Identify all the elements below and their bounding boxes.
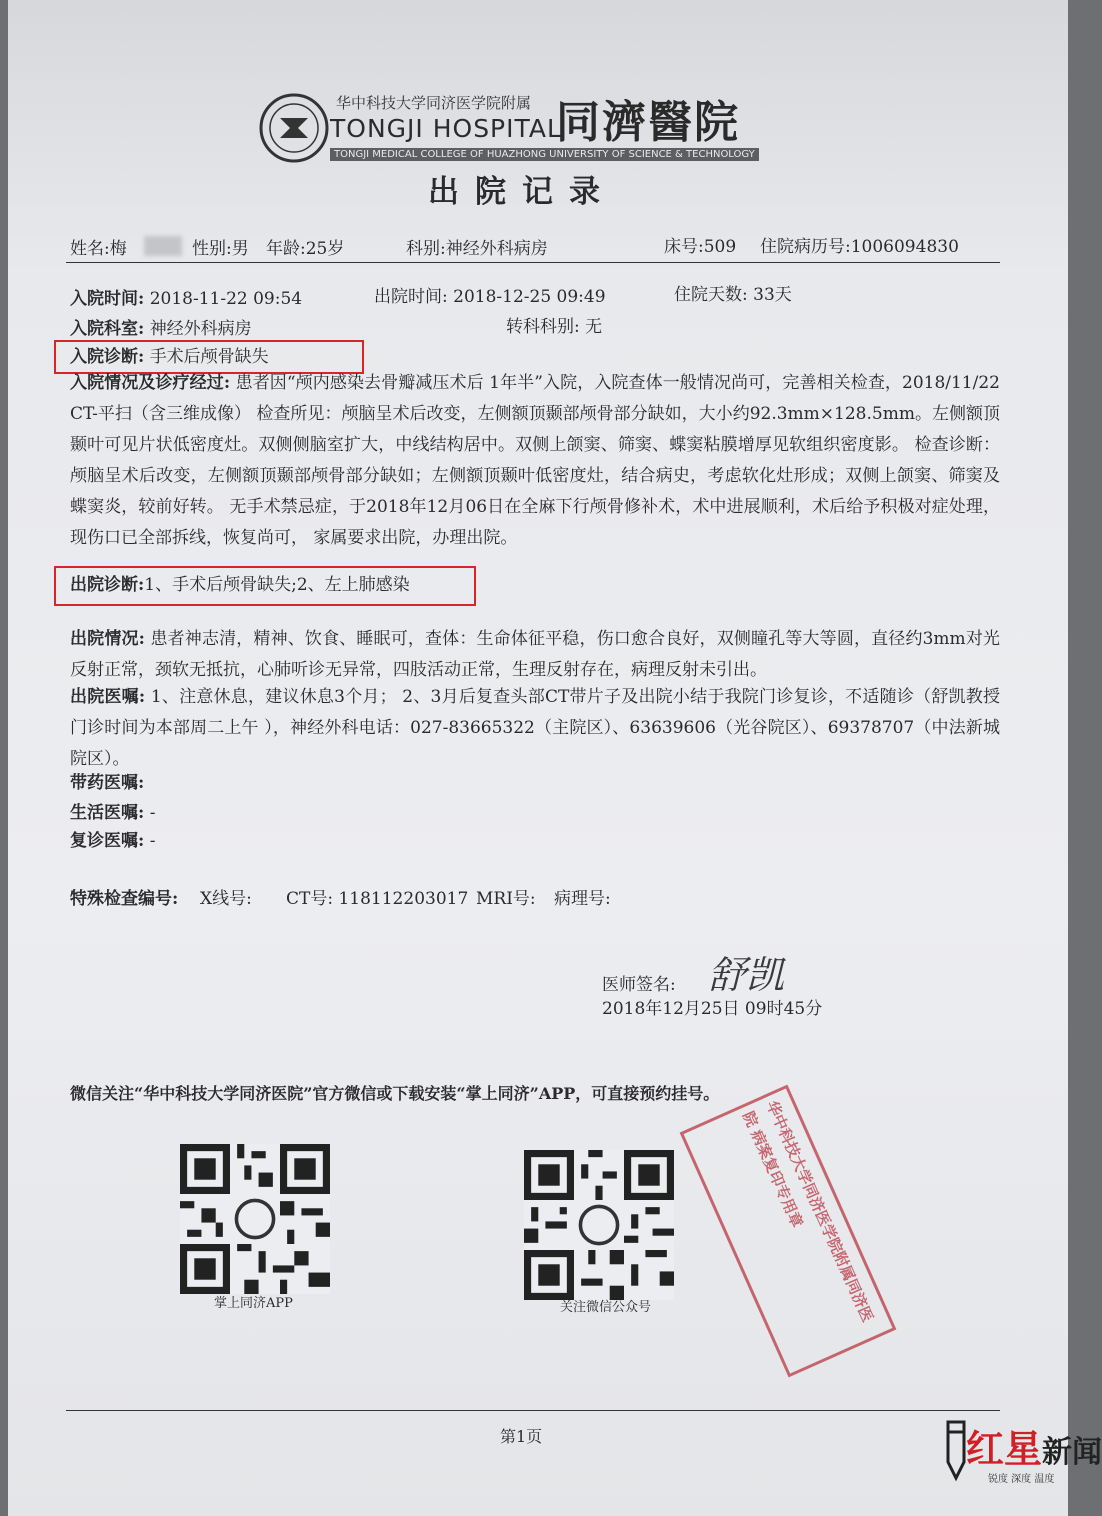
discharge-status: 出院情况: 患者神志清，精神、饮食、睡眠可，查体：生命体征平稳，伤口愈合良好，双侧瞳孔等大等圆，直径约3mm对光反射正常，颈软无抵抗，心肺听诊无异常，四肢活动正常，生理反射存在，病理反射未引出。 [70, 629, 1000, 680]
doctor-signature: 舒凯 [708, 953, 785, 997]
hospital-name-cn: 同濟醫院 [556, 97, 740, 148]
admission-time: 入院时间: 2018-11-22 09:54 [70, 289, 303, 309]
patient-name: 姓名:梅 [70, 239, 127, 259]
hospital-affiliation: 华中科技大学同济医学院附属 [336, 94, 532, 112]
meds-advice: 带药医嘱: [70, 773, 145, 793]
watermark-logo: 红星新闻 [966, 1426, 1102, 1471]
patient-gender: 性别:男 [192, 239, 249, 259]
hospital-name-en: TONGJI HOSPITAL [330, 114, 562, 143]
discharge-record-page [8, 0, 1102, 1516]
patient-record-no: 住院病历号:1006094830 [760, 237, 959, 257]
pathology-number: 病理号: [554, 889, 611, 909]
page-title: 出院记录 [428, 174, 616, 210]
admission-dept: 入院科室: 神经外科病房 [70, 319, 252, 339]
footer-divider [66, 1410, 1000, 1411]
wechat-notice: 微信关注“华中科技大学同济医院”官方微信或下载安装“掌上同济”APP，可直接预约挂号。 [70, 1084, 720, 1103]
patient-bed: 床号:509 [664, 237, 737, 257]
qr-code-app-icon [180, 1144, 330, 1294]
discharge-time: 出院时间: 2018-12-25 09:49 [374, 287, 606, 307]
hospital-band: TONGJI MEDICAL COLLEGE OF HUAZHONG UNIVERSITY OF SCIENCE & TECHNOLOGY [330, 148, 759, 161]
transfer-dept: 转科科别: 无 [506, 317, 603, 337]
watermark-slogan: 锐度 深度 温度 [988, 1474, 1055, 1485]
admission-course: 入院情况及诊疗经过: 患者因“颅内感染去骨瓣减压术后 1年半”入院，入院查体一般情况尚可，完善相关检查，2018/11/22 CT-平扫（含三维成像） 检查所见：颅脑呈术后改变，左侧额顶颞部颅骨部分缺如，大小约92.3mm×128.5mm。左侧额顶颞叶可见片状低密度灶。双侧侧脑室扩大，中线结构居中。双侧上颌窦、筛窦、蝶窦粘膜增厚见软组织密度影。 检查诊断：颅脑呈术后改变，左侧额顶颞部颅骨部分缺如；左侧额顶颞叶低密度灶，结合病史，考虑软化灶形成；双侧上颌窦、筛窦及蝶窦炎，较前好转。 无手术禁忌症，于2018年12月06日在全麻下行颅骨修补术，术中进展顺利，术后给予积极对症处理，现伤口已全部拆线，恢复尚可， 家属要求出院，办理出院。 [70, 373, 1000, 548]
discharge-advice: 出院医嘱: 1、注意休息，建议休息3个月； 2、3月后复查头部CT带片子及出院小结于我院门诊复诊，不适随诊（舒凯教授门诊时间为本部周二上午 ），神经外科电话：027-83665322（主院区）、63639606（光谷院区）、69378707（中法新城院区）。 [70, 687, 1000, 769]
ct-number: CT号: 118112203017 [286, 889, 469, 909]
life-advice: 生活医嘱: - [70, 803, 156, 823]
hospital-stamp: 华中科技大学同济医学院附属同济医院 病案复印专用章 [680, 1085, 897, 1378]
patient-age: 年龄:25岁 [266, 239, 345, 259]
page-number: 第1页 [500, 1427, 543, 1446]
signature-date: 2018年12月25日 09时45分 [602, 999, 823, 1019]
revisit-advice: 复诊医嘱: - [70, 831, 156, 851]
hospital-logo-icon [258, 92, 330, 164]
mri-number: MRI号: [476, 889, 536, 909]
patient-dept: 科别:神经外科病房 [406, 239, 548, 259]
signature-label: 医师签名: [602, 975, 676, 995]
xray-number: X线号: [200, 889, 252, 909]
qr-code-wechat-icon [524, 1150, 674, 1300]
header-divider [66, 262, 1000, 263]
qr-caption-wechat: 关注微信公众号 [560, 1300, 652, 1315]
discharge-diagnosis: 出院诊断:1、手术后颅骨缺失;2、左上肺感染 [70, 575, 410, 595]
stay-days: 住院天数: 33天 [674, 285, 792, 305]
special-exam-label: 特殊检查编号: [70, 889, 179, 909]
admission-diagnosis: 入院诊断: 手术后颅骨缺失 [70, 347, 269, 367]
redacted-name [144, 236, 182, 256]
qr-caption-app: 掌上同济APP [214, 1296, 293, 1311]
